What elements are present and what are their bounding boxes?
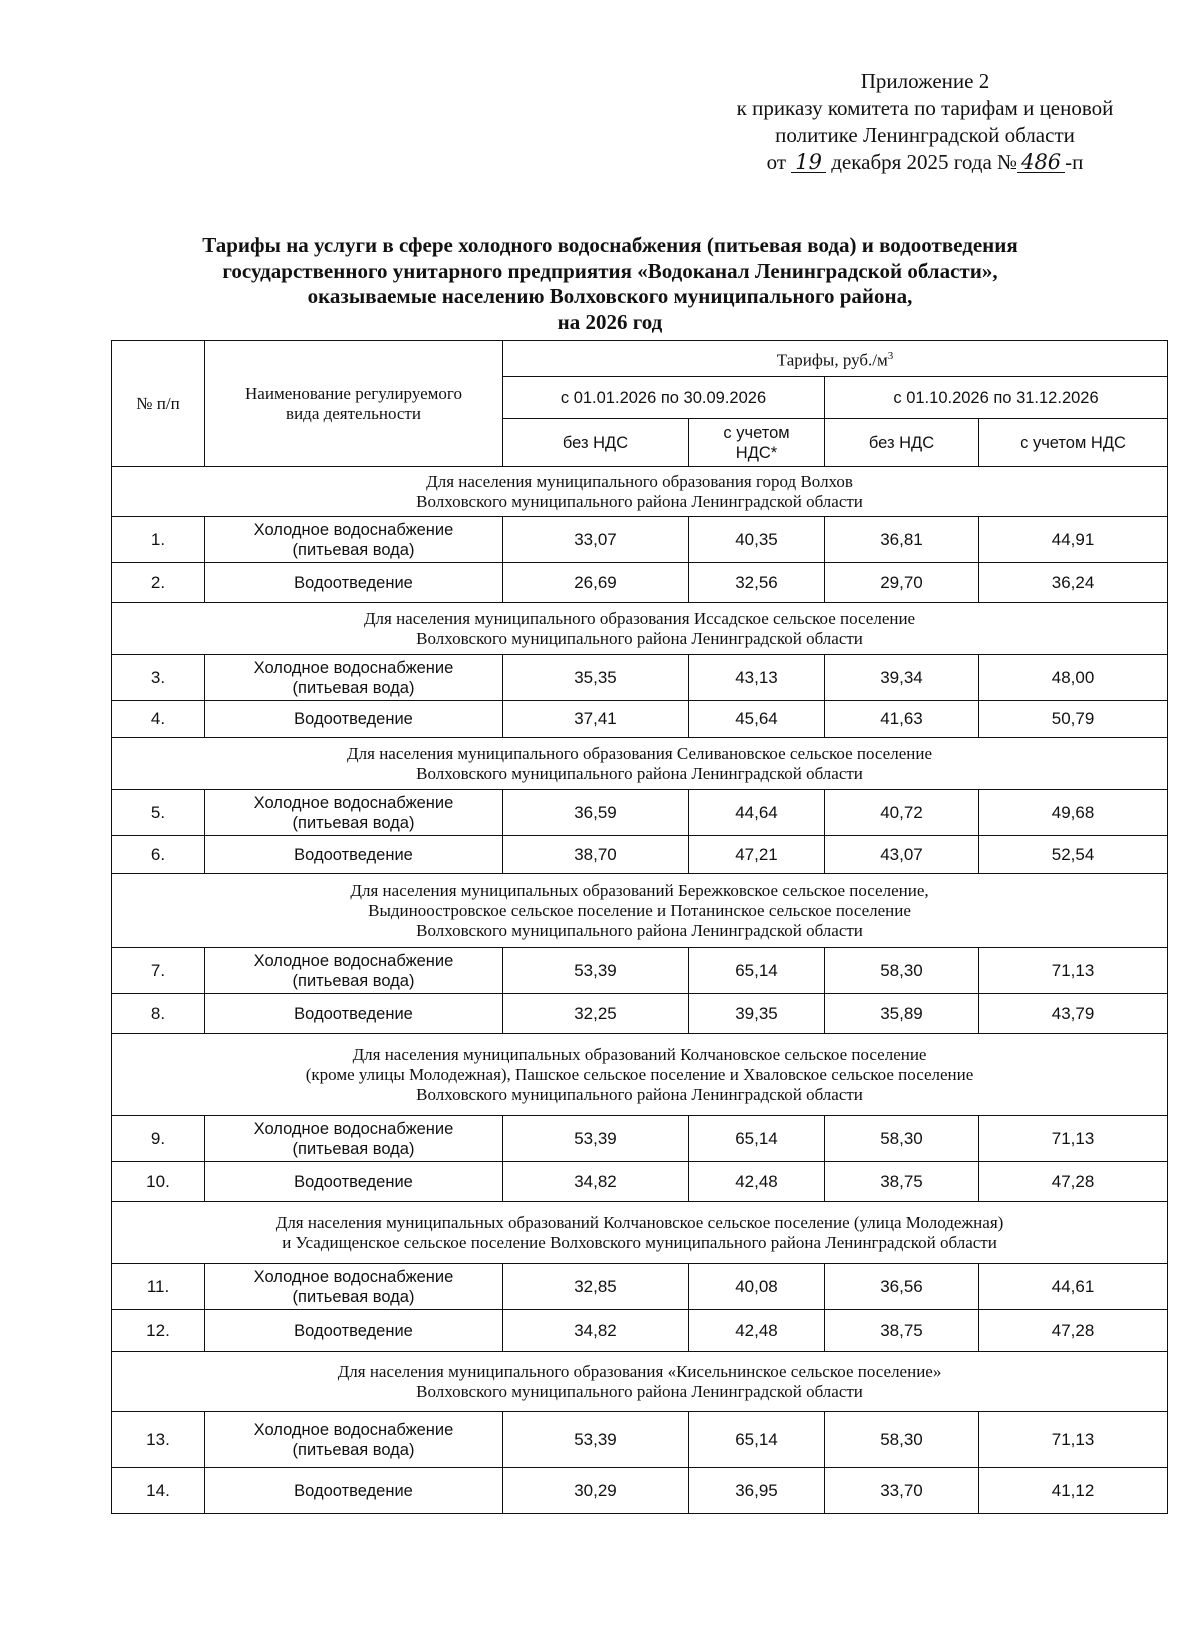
table-row <box>112 1310 1168 1352</box>
row-activity-line-2: (питьевая вода) <box>292 971 415 990</box>
tariff-with-vat-period-2: 50,79 <box>979 701 1168 738</box>
tariff-with-vat-period-2: 44,91 <box>979 517 1168 563</box>
section-heading-line: Для населения муниципального образования Селивановское сельское поселение <box>347 743 932 763</box>
table-row <box>112 994 1168 1034</box>
tariff-no-vat-period-1: 35,35 <box>503 655 689 701</box>
tariff-with-vat-period-2: 47,28 <box>979 1162 1168 1202</box>
table-row <box>112 1116 1168 1162</box>
tariff-with-vat-period-1: 32,56 <box>689 563 825 603</box>
row-activity <box>205 994 503 1034</box>
row-activity <box>205 1162 503 1202</box>
title-line-2: государственного унитарного предприятия «Водоканал Ленинградской области», <box>222 258 998 283</box>
tariff-no-vat-period-2: 58,30 <box>825 948 979 994</box>
tariff-with-vat-period-2: 36,24 <box>979 563 1168 603</box>
tariff-with-vat-period-1: 42,48 <box>689 1310 825 1352</box>
row-activity <box>205 948 503 994</box>
row-number: 14. <box>112 1468 205 1514</box>
row-activity-line-1: Водоотведение <box>294 845 413 864</box>
appendix-line-2: к приказу комитета по тарифам и ценовой <box>736 96 1114 120</box>
tariff-no-vat-period-1: 53,39 <box>503 948 689 994</box>
row-number: 13. <box>112 1412 205 1468</box>
header-num: № п/п <box>112 341 205 467</box>
section-heading-line: Волховского муниципального района Ленинградской области <box>416 491 863 511</box>
section-heading-line: Выдиноостровское сельское поселение и Потанинское сельское поселение <box>368 900 911 920</box>
row-activity-line-1: Водоотведение <box>294 1321 413 1340</box>
tariff-no-vat-period-2: 43,07 <box>825 836 979 874</box>
table-row <box>112 563 1168 603</box>
tariff-with-vat-period-1: 43,13 <box>689 655 825 701</box>
section-heading <box>112 738 1168 790</box>
tariff-no-vat-period-1: 53,39 <box>503 1116 689 1162</box>
section-heading <box>112 1202 1168 1264</box>
appendix-header <box>700 68 1150 176</box>
header-with-vat-1 <box>689 419 825 467</box>
section-heading <box>112 603 1168 655</box>
tariff-no-vat-period-1: 53,39 <box>503 1412 689 1468</box>
row-activity <box>205 1412 503 1468</box>
appendix-line-1: Приложение 2 <box>860 69 990 93</box>
tariff-no-vat-period-1: 37,41 <box>503 701 689 738</box>
table-row <box>112 790 1168 836</box>
tariff-with-vat-period-2: 48,00 <box>979 655 1168 701</box>
row-activity <box>205 836 503 874</box>
tariff-with-vat-period-2: 71,13 <box>979 1412 1168 1468</box>
tariff-with-vat-period-1: 65,14 <box>689 1412 825 1468</box>
tariff-with-vat-period-2: 41,12 <box>979 1468 1168 1514</box>
row-activity <box>205 1264 503 1310</box>
handwritten-day: 19 <box>791 152 826 173</box>
date-prefix: от <box>766 150 786 174</box>
tariff-no-vat-period-2: 39,34 <box>825 655 979 701</box>
section-heading-line: Волховского муниципального района Ленинградской области <box>416 920 863 940</box>
document-title <box>110 233 1110 335</box>
tariff-no-vat-period-2: 41,63 <box>825 701 979 738</box>
section-heading <box>112 1352 1168 1412</box>
table-row <box>112 1162 1168 1202</box>
tariff-with-vat-period-1: 65,14 <box>689 948 825 994</box>
row-activity <box>205 1468 503 1514</box>
tariff-with-vat-period-1: 40,08 <box>689 1264 825 1310</box>
tariff-no-vat-period-2: 58,30 <box>825 1116 979 1162</box>
header-with-vat-2: с учетом НДС <box>979 419 1168 467</box>
tariff-with-vat-period-2: 71,13 <box>979 1116 1168 1162</box>
tariff-no-vat-period-2: 33,70 <box>825 1468 979 1514</box>
tariff-with-vat-period-1: 45,64 <box>689 701 825 738</box>
row-number: 3. <box>112 655 205 701</box>
row-activity-line-1: Холодное водоснабжение <box>253 1420 454 1439</box>
tariff-with-vat-period-2: 43,79 <box>979 994 1168 1034</box>
row-activity-line-1: Водоотведение <box>294 573 413 592</box>
row-activity-line-2: (питьевая вода) <box>292 1287 415 1306</box>
tariff-table <box>111 340 1168 1514</box>
header-with-vat-line-2: НДС* <box>735 443 778 462</box>
row-activity-line-1: Водоотведение <box>294 710 413 728</box>
row-activity-line-1: Холодное водоснабжение <box>253 658 454 677</box>
appendix-date-line <box>700 149 1150 176</box>
title-line-1: Тарифы на услуги в сфере холодного водоснабжения (питьевая вода) и водоотведения <box>202 233 1018 257</box>
row-activity <box>205 655 503 701</box>
title-line-3: оказываемые населению Волховского муниципального района, <box>307 284 913 308</box>
section-heading <box>112 874 1168 948</box>
row-activity-line-1: Водоотведение <box>294 1481 413 1500</box>
section-heading-line: Для населения муниципального образования Иссадское сельское поселение <box>363 608 916 628</box>
tariff-with-vat-period-2: 71,13 <box>979 948 1168 994</box>
tariff-no-vat-period-1: 32,85 <box>503 1264 689 1310</box>
tariff-with-vat-period-2: 47,28 <box>979 1310 1168 1352</box>
section-heading-line: Волховского муниципального района Ленинградской области <box>416 628 863 648</box>
section-heading-line: Волховского муниципального района Ленинградской области <box>416 763 863 783</box>
tariff-no-vat-period-1: 34,82 <box>503 1310 689 1352</box>
tariff-no-vat-period-2: 35,89 <box>825 994 979 1034</box>
date-middle: декабря 2025 года № <box>831 150 1018 174</box>
row-activity-line-1: Холодное водоснабжение <box>253 1267 454 1286</box>
row-activity-line-1: Водоотведение <box>294 1172 413 1191</box>
row-activity-line-1: Водоотведение <box>294 1004 413 1023</box>
tariff-with-vat-period-1: 47,21 <box>689 836 825 874</box>
table-row <box>112 655 1168 701</box>
row-number: 9. <box>112 1116 205 1162</box>
row-number: 5. <box>112 790 205 836</box>
section-heading-line: Для населения муниципальных образований Колчановское сельское поселение <box>352 1044 927 1064</box>
section-heading <box>112 467 1168 517</box>
header-with-vat-line-1: с учетом <box>723 423 790 442</box>
header-tariffs <box>503 341 1168 377</box>
section-heading-line: Для населения муниципального образования «Кисельнинское сельское поселение» <box>337 1361 942 1381</box>
header-no-vat-2: без НДС <box>825 419 979 467</box>
row-number: 8. <box>112 994 205 1034</box>
tariff-with-vat-period-2: 49,68 <box>979 790 1168 836</box>
table-row <box>112 1412 1168 1468</box>
section-heading-line: Для населения муниципальных образований Бережковское сельское поселение, <box>350 880 929 900</box>
header-no-vat-1: без НДС <box>503 419 689 467</box>
row-activity-line-1: Холодное водоснабжение <box>253 793 454 812</box>
row-activity <box>205 563 503 603</box>
row-activity-line-1: Холодное водоснабжение <box>253 951 454 970</box>
handwritten-number: 486 <box>1017 152 1065 173</box>
row-activity-line-2: (питьевая вода) <box>292 678 415 697</box>
row-activity-line-2: (питьевая вода) <box>292 813 415 832</box>
tariff-no-vat-period-2: 40,72 <box>825 790 979 836</box>
row-activity <box>205 701 503 738</box>
tariff-with-vat-period-2: 44,61 <box>979 1264 1168 1310</box>
appendix-line-3: политике Ленинградской области <box>775 123 1075 147</box>
table-row <box>112 701 1168 738</box>
tariff-with-vat-period-1: 44,64 <box>689 790 825 836</box>
section-heading-line: Волховского муниципального района Ленинградской области <box>416 1084 863 1104</box>
table-row <box>112 948 1168 994</box>
title-line-4: на 2026 год <box>557 309 663 334</box>
row-number: 1. <box>112 517 205 563</box>
row-activity-line-2: (питьевая вода) <box>292 1440 415 1459</box>
section-heading-line: Для населения муниципальных образований Колчановское сельское поселение (улица Молодежная) <box>275 1212 1004 1232</box>
section-heading-line: Для населения муниципального образования город Волхов <box>426 471 853 491</box>
tariff-no-vat-period-1: 33,07 <box>503 517 689 563</box>
table-body <box>112 467 1168 1514</box>
header-period-1: с 01.01.2026 по 30.09.2026 <box>503 377 825 419</box>
row-number: 6. <box>112 836 205 874</box>
header-activity <box>205 341 503 467</box>
tariff-no-vat-period-2: 38,75 <box>825 1162 979 1202</box>
row-activity <box>205 790 503 836</box>
row-number: 12. <box>112 1310 205 1352</box>
row-activity-line-2: (питьевая вода) <box>292 1139 415 1158</box>
tariff-with-vat-period-1: 42,48 <box>689 1162 825 1202</box>
table-row <box>112 1264 1168 1310</box>
tariff-no-vat-period-1: 36,59 <box>503 790 689 836</box>
table-header <box>112 341 1168 467</box>
tariff-no-vat-period-2: 36,81 <box>825 517 979 563</box>
tariff-no-vat-period-2: 38,75 <box>825 1310 979 1352</box>
row-activity-line-1: Холодное водоснабжение <box>253 520 454 539</box>
section-heading-line: и Усадищенское сельское поселение Волховского муниципального района Ленинградской области <box>282 1232 997 1252</box>
tariff-no-vat-period-2: 29,70 <box>825 563 979 603</box>
row-activity-line-2: (питьевая вода) <box>292 540 415 559</box>
table-row <box>112 517 1168 563</box>
header-activity-line-1: Наименование регулируемого <box>245 383 462 403</box>
tariff-no-vat-period-1: 34,82 <box>503 1162 689 1202</box>
tariff-no-vat-period-1: 38,70 <box>503 836 689 874</box>
header-tariffs-sup: 3 <box>887 350 894 363</box>
section-heading-line: (кроме улицы Молодежная), Пашское сельское поселение и Хваловское сельское поселение <box>305 1064 974 1084</box>
row-number: 7. <box>112 948 205 994</box>
tariff-with-vat-period-1: 65,14 <box>689 1116 825 1162</box>
row-activity <box>205 1310 503 1352</box>
tariff-no-vat-period-1: 26,69 <box>503 563 689 603</box>
row-number: 2. <box>112 563 205 603</box>
row-number: 10. <box>112 1162 205 1202</box>
row-activity <box>205 517 503 563</box>
row-activity <box>205 1116 503 1162</box>
tariff-with-vat-period-1: 36,95 <box>689 1468 825 1514</box>
row-number: 11. <box>112 1264 205 1310</box>
header-tariffs-label: Тарифы, руб./м <box>776 350 888 370</box>
tariff-no-vat-period-2: 36,56 <box>825 1264 979 1310</box>
section-heading-line: Волховского муниципального района Ленинградской области <box>416 1381 863 1401</box>
header-activity-line-2: вида деятельности <box>286 403 421 423</box>
row-activity-line-1: Холодное водоснабжение <box>253 1119 454 1138</box>
tariff-with-vat-period-2: 52,54 <box>979 836 1168 874</box>
section-heading <box>112 1034 1168 1116</box>
header-period-2: с 01.10.2026 по 31.12.2026 <box>825 377 1168 419</box>
table-row <box>112 1468 1168 1514</box>
tariff-no-vat-period-1: 32,25 <box>503 994 689 1034</box>
tariff-no-vat-period-1: 30,29 <box>503 1468 689 1514</box>
table-row <box>112 836 1168 874</box>
tariff-with-vat-period-1: 40,35 <box>689 517 825 563</box>
tariff-with-vat-period-1: 39,35 <box>689 994 825 1034</box>
number-suffix: -п <box>1065 150 1084 174</box>
tariff-no-vat-period-2: 58,30 <box>825 1412 979 1468</box>
row-number: 4. <box>112 701 205 738</box>
